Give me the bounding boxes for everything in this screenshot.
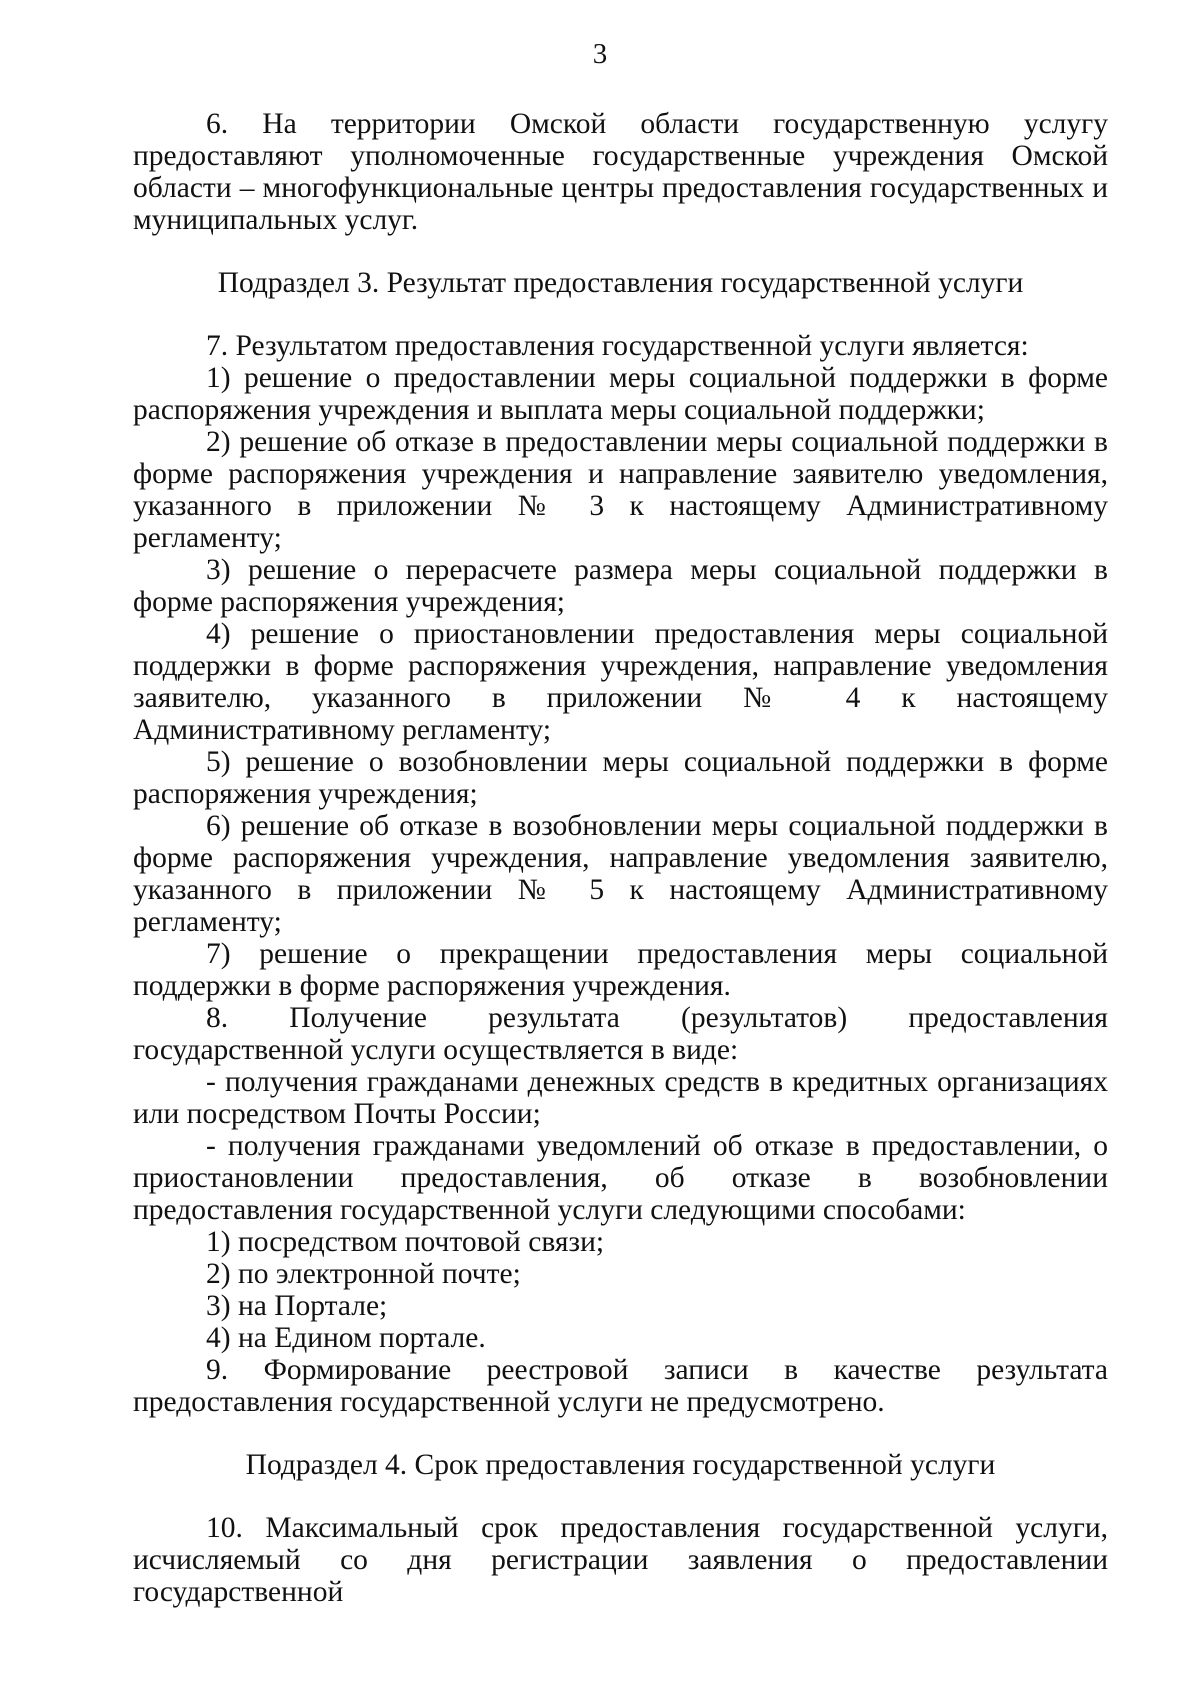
paragraph-8-way-1: 1) посредством почтовой связи; [206,1226,605,1258]
paragraph-8-way-4: 4) на Едином портале. [206,1322,486,1354]
paragraph-7-item-5: 5) решение о возобновлении меры социальной поддержки в форме распоряжения учреждения; [133,746,1108,810]
paragraph-7: 7. Результатом предоставления государственной услуги является: [206,330,1029,362]
spacer [133,1481,1108,1512]
subsection-3-heading: Подраздел 3. Результат предоставления государственной услуги [217,267,1024,299]
spacer [133,1418,1108,1449]
paragraph-7-item-6: 6) решение об отказе в возобновлении меры социальной поддержки в форме распоряжения учреждения, направление уведомления заявителю, указанного в приложении № 5 к настоящему Административному регламенту; [133,810,1108,938]
spacer [133,299,1108,330]
document-body [133,108,1108,1608]
paragraph-8-item-a: - получения гражданами денежных средств в кредитных организациях или посредством Почты России; [133,1066,1108,1130]
paragraph-8-way-2: 2) по электронной почте; [206,1258,521,1290]
spacer [133,236,1108,267]
paragraph-6: 6. На территории Омской области государственную услугу предоставляют уполномоченные государственные учреждения Омской области – многофункциональные центры предоставления государственных и муниципальных услуг. [133,108,1108,236]
paragraph-8-item-b: - получения гражданами уведомлений об отказе в предоставлении, о приостановлении предоставления, об отказе в возобновлении предоставления государственной услуги следующими способами: [133,1130,1108,1226]
paragraph-8-way-3: 3) на Портале; [206,1290,388,1322]
paragraph-7-item-2: 2) решение об отказе в предоставлении меры социальной поддержки в форме распоряжения учреждения и направление заявителю уведомления, указанного в приложении № 3 к настоящему Административному регламенту; [133,426,1108,554]
paragraph-7-item-1: 1) решение о предоставлении меры социальной поддержки в форме распоряжения учреждения и выплата меры социальной поддержки; [133,362,1108,426]
page-number: 3 [592,38,608,70]
paragraph-9: 9. Формирование реестровой записи в качестве результата предоставления государственной услуги не предусмотрено. [133,1354,1108,1418]
paragraph-10: 10. Максимальный срок предоставления государственной услуги, исчисляемый со дня регистрации заявления о предоставлении государственной [133,1512,1108,1608]
paragraph-8: 8. Получение результата (результатов) предоставления государственной услуги осуществляется в виде: [133,1002,1108,1066]
subsection-4-heading: Подраздел 4. Срок предоставления государственной услуги [245,1449,996,1481]
paragraph-7-item-7: 7) решение о прекращении предоставления меры социальной поддержки в форме распоряжения учреждения. [133,938,1108,1002]
paragraph-7-item-3: 3) решение о перерасчете размера меры социальной поддержки в форме распоряжения учреждения; [133,554,1108,618]
paragraph-7-item-4: 4) решение о приостановлении предоставления меры социальной поддержки в форме распоряжения учреждения, направление уведомления заявителю, указанного в приложении № 4 к настоящему Административному регламенту; [133,618,1108,746]
